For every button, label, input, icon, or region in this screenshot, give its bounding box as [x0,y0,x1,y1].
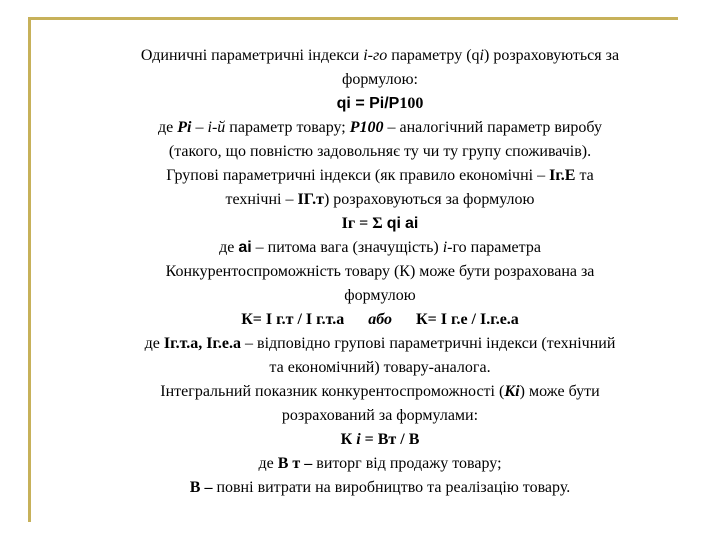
text: де [144,335,160,352]
line-integral-indicator [70,380,690,404]
text: Інтегральний показник конкурентоспроможності ( [160,383,505,400]
text-italic: і-й [207,119,226,136]
symbol-pi: Pi [177,119,192,136]
line-formula-word: формулою [344,287,416,304]
formula-or: або [368,311,393,328]
formula-term: і [356,431,361,448]
text: Одиничні параметричні індекси [140,47,360,64]
slide-frame-top-rule [28,17,678,20]
line-ai-definition [70,236,690,260]
text: -го параметра [447,239,541,256]
symbol-b: В – [189,479,213,496]
formula-term: ai [404,215,419,232]
formula-ig [70,212,690,236]
line-competitiveness: Конкурентоспроможність товару (К) може бути розрахована за [165,263,595,280]
line-analog-product: та економічний) товару-аналога. [269,359,491,376]
symbol-bt: В т – [277,455,313,472]
text: де [219,239,235,256]
line-technical-indices [70,188,690,212]
formula-term: Iг = Σ [341,215,383,232]
text: ) розраховуються за [484,47,620,64]
formula-term: qi [336,95,351,112]
slide-frame-left-rule [28,17,31,522]
symbol-analog: Iг.т.а, Iг.е.а [163,335,242,352]
formula-qi [70,92,690,116]
text: – питома вага (значущість) [251,239,439,256]
formula-ki [70,428,690,452]
line-pi-definition [70,116,690,140]
line-formulas-caption: розрахований за формулами: [281,407,479,424]
formula-term: Pi/P [369,95,400,112]
formula-term: К= I г.е / I.г.е.а [416,311,519,328]
text: параметру (q [391,47,480,64]
symbol-igt: IГ.т [297,191,324,208]
text-italic: і-го [363,47,388,64]
text: де [258,455,274,472]
line-group-indices [70,164,690,188]
symbol-ki: Кі [504,383,520,400]
text: ) може бути [519,383,600,400]
line-b-definition [70,476,690,500]
slide-body [70,44,690,500]
symbol-p100: P100 [349,119,384,136]
symbol-ai: ai [238,239,252,256]
formula-term: К= I г.т / I г.т.а [241,311,345,328]
text: – аналогічний параметр виробу [383,119,602,136]
text: де [158,119,174,136]
text-italic: і [442,239,448,256]
text: ) розраховуються за формулою [323,191,535,208]
formula-term: 100 [399,95,424,112]
text: параметр товару; [225,119,346,136]
symbol-ige: Iг.Е [549,167,576,184]
formula-term: К [340,431,353,448]
line-analog-indices [70,332,690,356]
line-consumer-group: (такого, що повністю задовольняє ту чи ту групу споживачів). [168,143,592,160]
text: – відповідно групові параметричні індекси (технічний [241,335,616,352]
formula-term: qi [386,215,401,232]
formula-op: = [350,95,370,112]
formula-k [70,308,690,332]
text-italic: i [479,47,484,64]
line-unit-indices [70,44,690,68]
text: виторг від продажу товару; [316,455,502,472]
line-formula-caption: формулою: [342,71,418,88]
text: – [191,119,208,136]
text: повні витрати на виробництво та реалізацію товару. [216,479,571,496]
formula-term: = Вт / В [360,431,420,448]
text: та [579,167,594,184]
text: технічні – [225,191,294,208]
line-bt-definition [70,452,690,476]
text: Групові параметричні індекси (як правило економічні – [166,167,546,184]
